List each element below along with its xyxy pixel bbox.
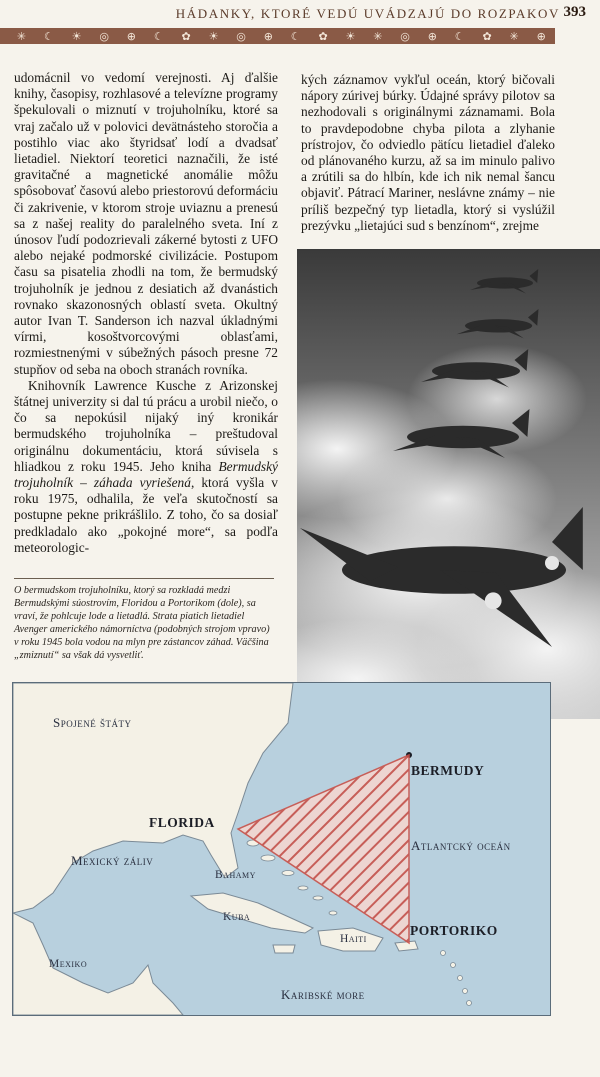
book-title: Bermudský trojuholník – záhada vyriešená (14, 458, 278, 491)
label-puerto-rico: PORTORIKO (410, 923, 498, 938)
label-caribbean: Karibské more (281, 987, 365, 1002)
ornament-icon: ☀ (71, 29, 82, 43)
ornament-band (0, 28, 555, 44)
ornament-icon: ✿ (181, 29, 191, 43)
avenger-formation-photo (297, 249, 600, 719)
right-column (301, 72, 555, 234)
ornament-icon: ✿ (318, 29, 328, 43)
label-florida: FLORIDA (149, 815, 215, 830)
left-column (14, 70, 278, 556)
ornament-icon: ☾ (454, 29, 465, 43)
caption-divider (14, 578, 274, 579)
page-number: 393 (563, 4, 586, 20)
paragraph: kých záznamov vykľul oceán, ktorý bičovali nápory zúrivej búrky. Údajné správy pilotov sa nezhodovali s originálnymi záznamami. Bola to pravdepodobne chyba pilota a zlyhanie prístrojov, čo odviedlo pätícu lietadiel ďaleko od plánovaného kurzu, až sa im minulo palivo a zrútili sa do hlbín, kde ich nik nemal šancu objaviť. Pátrací Mariner, neslávne známy – nie príliš bezpečný typ lietadla, ktorý si vyslúžil prezývku „lietajúci sud s benzínom“, zrejme (301, 72, 555, 233)
paragraph: Knihovník Lawrence Kusche z Arizonskej štátnej univerzity si dal tú prácu a urobil niečo, o čo sa nepokúsil nijaký iný kronikár bermudského trojuholníka – preštudoval originálnu dokumentáciu, ktorá súvisela s hliadkou z roku 1945. Jeho kniha Bermudský trojuholník – záhada vyriešená, ktorá vyšla v roku 1975, odhalila, že veľa skutočností sa postupne pekne prikrášlilo. Z toho, čo sa dosiaľ predkladalo ako „pokojné more“, sa podľa meteorologic- (14, 377, 278, 555)
label-cuba: Kuba (223, 911, 251, 923)
label-haiti: Haiti (340, 933, 367, 945)
ornament-icon: ◎ (99, 29, 109, 43)
label-usa: Spojené štáty (53, 715, 132, 730)
ornament-icon: ⊕ (427, 29, 437, 43)
ornament-icon: ✳ (373, 29, 383, 43)
ornament-icon: ☾ (43, 29, 54, 43)
ornament-icon: ◎ (400, 29, 410, 43)
label-mexico: Mexiko (49, 958, 88, 970)
ornament-icon: ◎ (236, 29, 246, 43)
ornament-icon: ⊕ (263, 29, 273, 43)
ornament-icon: ⊕ (536, 29, 546, 43)
label-bermuda: BERMUDY (411, 763, 485, 778)
running-title: HÁDANKY, KTORÉ VEDÚ UVÁDZAJÚ DO ROZPAKOV (175, 6, 560, 21)
label-bahamas: Bahamy (215, 869, 256, 881)
ornament-icon: ✳ (16, 29, 27, 43)
ornament-icon: ✿ (482, 29, 492, 43)
ornament-icon: ✳ (509, 29, 519, 43)
ornament-icon: ☾ (290, 29, 301, 43)
label-gulf: Mexický záliv (71, 853, 154, 868)
label-atlantic: Atlantcký oceán (411, 838, 511, 853)
ornament-icon: ⊕ (126, 29, 137, 43)
ornament-icon: ☾ (153, 29, 164, 43)
paragraph: udomácnil vo vedomí verejnosti. Aj ďalšie knihy, časopisy, rozhlasové a televízne programy špekulovali o miznutí v trojuholníku, ktoré sa vraj začalo už v polovici devätnásteho storočia a postihlo viac ako štyridsať lodí a dvadsať lietadiel. Niektorí teoretici naznačili, že isté gravitačné a magnetické anomálie môžu spôsobovať časovú alebo priestorovú deformáciu či zakrivenie, v ktorom stroje uviaznu a prenesú sa z našej reality do paralelného sveta. Iní z únosov ľudí podozrievali zákerné bytosti z UFO alebo nejaké podmorské civilizácie. Postupom času sa pisatelia zhodli na tom, že bermudský trojuholník je jednou z desiatich až dvanástich rovnako skazonosných oblastí sveta. Okultný autor Ivan T. Sanderson ich nazval úkladnými vírmi, kosoštvorcovými oblasťami, rozmiestnenými v súbežných pásoch presne 72 stupňov od seba na oboch stranách rovníka. (14, 70, 278, 377)
figure-caption: O bermudskom trojuholníku, ktorý sa rozkladá medzi Bermudskými súostrovím, Floridou a Portorikom (dole), sa vraví, že pohlcuje lode a lietadlá. Strata piatich lietadiel Avenger amerického námorníctva (podobných strojom vpravo) v roku 1945 bola vodou na mlyn pre zástancov záhad. Väčšina „zmiznutí“ sa však dá vysvetliť. (14, 585, 270, 661)
bermuda-triangle-map (12, 682, 551, 1016)
ornament-icon: ☀ (208, 29, 219, 43)
ornament-icon: ☀ (345, 29, 356, 43)
